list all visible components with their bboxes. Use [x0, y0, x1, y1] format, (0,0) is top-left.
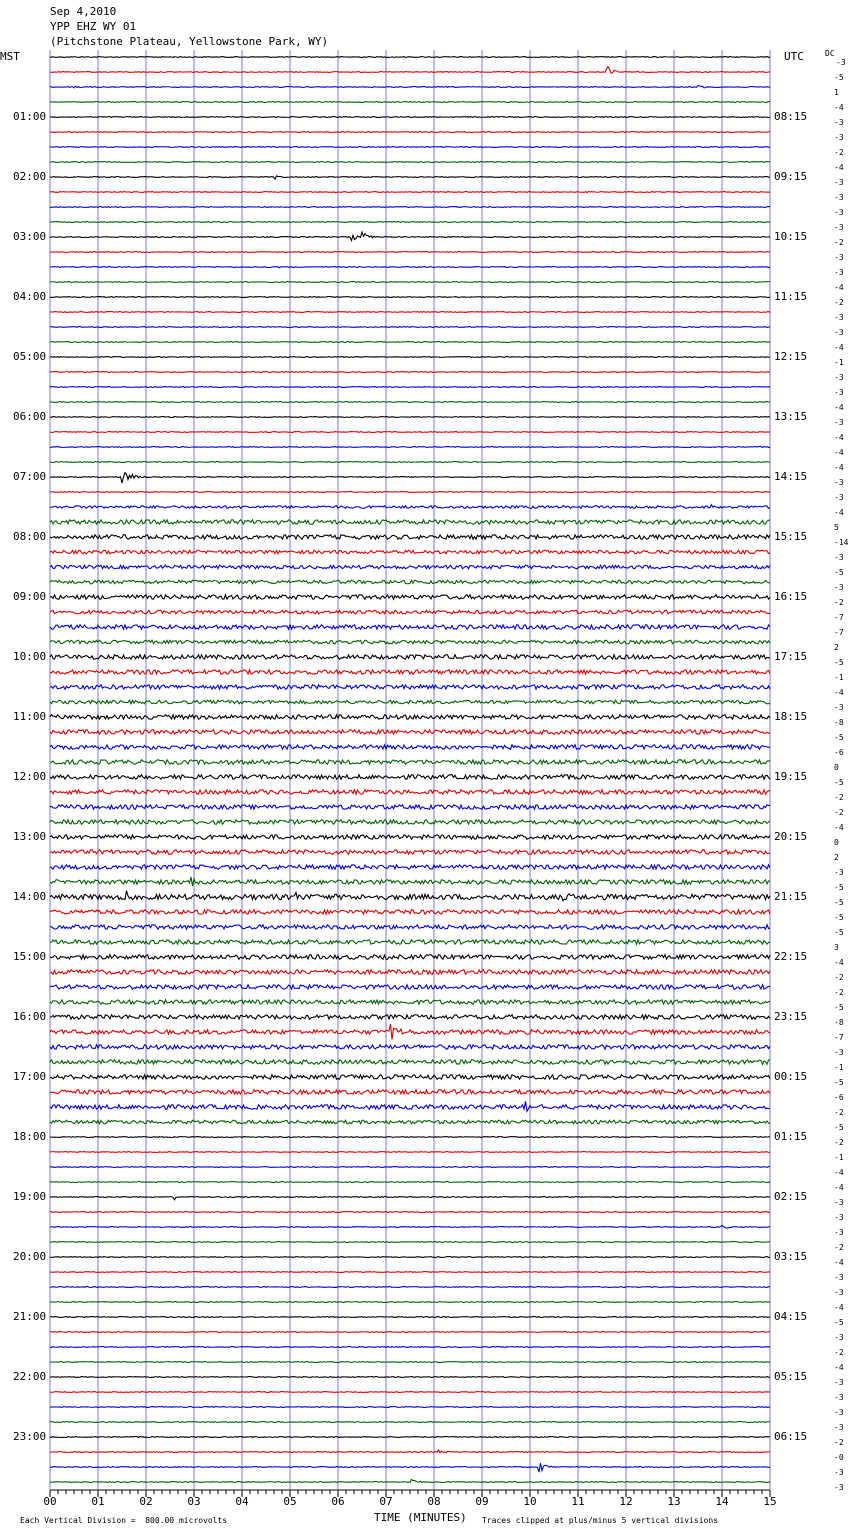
trace-88 [50, 1377, 770, 1378]
dc-offset-label: -2 [834, 298, 844, 307]
trace-19 [50, 342, 770, 343]
trace-93 [50, 1450, 770, 1453]
dc-offset-label: -3 [834, 1423, 844, 1432]
mst-hour-label: 06:00 [13, 410, 47, 423]
mst-hour-label: 14:00 [13, 890, 47, 903]
utc-hour-label: 19:15 [774, 770, 808, 783]
dc-offset-label: -2 [834, 1138, 844, 1147]
utc-hour-label: 03:15 [774, 1250, 808, 1263]
x-tick-label: 08 [427, 1495, 441, 1508]
trace-3 [50, 102, 770, 103]
dc-offset-label: -5 [834, 733, 844, 742]
trace-77 [50, 1212, 770, 1213]
x-tick-label: 15 [763, 1495, 777, 1508]
mst-hour-label: 03:00 [13, 230, 47, 243]
dc-offset-label: -4 [834, 1363, 844, 1372]
minute-gridlines [50, 50, 770, 1489]
trace-47 [50, 760, 770, 764]
mst-hour-label: 15:00 [13, 950, 47, 963]
dc-offset-label: -5 [834, 1318, 844, 1327]
dc-offset-label: -5 [834, 568, 844, 577]
utc-hour-label: 22:15 [774, 950, 808, 963]
utc-hour-label: 06:15 [774, 1430, 808, 1443]
mst-hour-label: 05:00 [13, 350, 47, 363]
scale-note: Each Vertical Division = 800.00 microvolts [20, 1516, 228, 1525]
dc-offset-label: -5 [834, 898, 844, 907]
dc-offset-label: -3 [834, 133, 844, 142]
utc-hour-label: 16:15 [774, 590, 808, 603]
mst-hour-label: 13:00 [13, 830, 47, 843]
utc-hour-label: 13:15 [774, 410, 808, 423]
utc-hour-label: 14:15 [774, 470, 808, 483]
dc-offset-label: 2 [834, 853, 839, 862]
dc-offset-label: -4 [834, 823, 844, 832]
dc-offset-label: -3 [834, 1228, 844, 1237]
dc-offset-label: -1 [834, 1063, 844, 1072]
mst-hour-label: 19:00 [13, 1190, 47, 1203]
dc-offset-label: -3 [834, 493, 844, 502]
trace-38 [50, 625, 770, 630]
x-tick-label: 03 [187, 1495, 201, 1508]
trace-34 [50, 565, 770, 569]
dc-offset-label: -3 [834, 418, 844, 427]
trace-28 [50, 473, 770, 483]
utc-hour-label: 23:15 [774, 1010, 808, 1023]
trace-17 [50, 312, 770, 313]
time-axis [43, 1490, 776, 1508]
dc-offset-label: -1 [834, 1153, 844, 1162]
dc-offset-label: -3 [834, 328, 844, 337]
trace-40 [50, 655, 770, 659]
dc-offset-label: -5 [834, 1003, 844, 1012]
dc-offset-label: -3 [836, 58, 846, 67]
trace-79 [50, 1242, 770, 1243]
dc-offset-label: -6 [834, 1093, 844, 1102]
trace-11 [50, 222, 770, 223]
trace-2 [50, 86, 770, 88]
trace-50 [50, 805, 770, 809]
dc-offset-label: -3 [834, 868, 844, 877]
dc-offset-label: -5 [834, 913, 844, 922]
trace-75 [50, 1182, 770, 1183]
dc-offset-label: 3 [834, 943, 839, 952]
dc-offset-label: -5 [834, 73, 844, 82]
dc-offset-label: -3 [834, 118, 844, 127]
mst-hour-label: 20:00 [13, 1250, 47, 1263]
trace-13 [50, 252, 770, 253]
utc-hour-label: 21:15 [774, 890, 808, 903]
trace-90 [50, 1407, 770, 1408]
x-tick-label: 09 [475, 1495, 489, 1508]
trace-67 [50, 1060, 770, 1064]
dc-offset-label: -4 [834, 403, 844, 412]
trace-53 [50, 850, 770, 854]
dc-offset-label: -7 [834, 628, 844, 637]
trace-22 [50, 387, 770, 388]
mst-hour-label: 12:00 [13, 770, 47, 783]
dc-offset-label: -2 [834, 808, 844, 817]
dc-offset-label: -8 [834, 718, 844, 727]
dc-offset-label: -4 [834, 1303, 844, 1312]
trace-18 [50, 327, 770, 328]
x-tick-label: 06 [331, 1495, 345, 1508]
dc-offset-label: -4 [834, 463, 844, 472]
x-tick-label: 04 [235, 1495, 249, 1508]
dc-offset-label: -4 [834, 343, 844, 352]
dc-offset-label: 0 [834, 838, 839, 847]
trace-65 [50, 1024, 770, 1039]
seismic-traces [50, 57, 770, 1483]
dc-offset-label: -2 [834, 148, 844, 157]
trace-23 [50, 402, 770, 403]
trace-24 [50, 417, 770, 418]
dc-offset-label: -4 [834, 1258, 844, 1267]
trace-10 [50, 207, 770, 208]
dc-offset-label: -3 [834, 1288, 844, 1297]
dc-offset-label: -7 [834, 613, 844, 622]
dc-offset-label: -4 [834, 508, 844, 517]
trace-42 [50, 685, 770, 689]
trace-69 [50, 1090, 770, 1094]
trace-51 [50, 820, 770, 824]
utc-hour-label: 17:15 [774, 650, 808, 663]
trace-39 [50, 640, 770, 644]
mst-hour-label: 07:00 [13, 470, 47, 483]
trace-68 [50, 1075, 770, 1079]
trace-85 [50, 1332, 770, 1333]
dc-offset-label: -5 [834, 928, 844, 937]
x-axis-title: TIME (MINUTES) [374, 1511, 467, 1524]
dc-offset-label: -2 [834, 1108, 844, 1117]
dc-offset-label: -3 [834, 268, 844, 277]
trace-71 [50, 1120, 770, 1124]
dc-offset-label: -14 [834, 538, 849, 547]
dc-offset-label: -3 [834, 1468, 844, 1477]
utc-hour-label: 05:15 [774, 1370, 808, 1383]
dc-axis-title: DC [825, 49, 835, 58]
trace-76 [50, 1197, 770, 1200]
trace-57 [50, 910, 770, 914]
mst-hour-label: 23:00 [13, 1430, 47, 1443]
dc-offset-label: -6 [834, 748, 844, 757]
trace-45 [50, 730, 770, 734]
dc-offset-label: -2 [834, 1348, 844, 1357]
trace-15 [50, 282, 770, 283]
trace-82 [50, 1287, 770, 1288]
dc-offset-label: -4 [834, 163, 844, 172]
mst-hour-label: 02:00 [13, 170, 47, 183]
utc-hour-label: 09:15 [774, 170, 808, 183]
utc-hour-label: 12:15 [774, 350, 808, 363]
dc-offset-label: -3 [834, 313, 844, 322]
trace-8 [50, 176, 770, 179]
trace-49 [50, 790, 770, 794]
dc-offset-label: 1 [834, 88, 839, 97]
trace-86 [50, 1347, 770, 1348]
x-tick-label: 02 [139, 1495, 153, 1508]
dc-offset-label: -7 [834, 1033, 844, 1042]
trace-74 [50, 1167, 770, 1168]
dc-offset-label: -3 [834, 223, 844, 232]
trace-37 [50, 610, 770, 614]
trace-70 [50, 1101, 770, 1111]
dc-offset-label: -3 [834, 1333, 844, 1342]
trace-94 [50, 1463, 770, 1472]
dc-offset-label: -3 [834, 388, 844, 397]
dc-offset-label: -5 [834, 1123, 844, 1132]
trace-14 [50, 267, 770, 268]
trace-0 [50, 57, 770, 58]
dc-offset-label: -2 [834, 793, 844, 802]
trace-20 [50, 357, 770, 358]
dc-offset-label: 0 [834, 763, 839, 772]
dc-offset-label: -1 [834, 358, 844, 367]
trace-73 [50, 1152, 770, 1153]
trace-83 [50, 1302, 770, 1303]
utc-axis-title: UTC [784, 50, 804, 63]
mst-hour-label: 17:00 [13, 1070, 47, 1083]
utc-hour-label: 10:15 [774, 230, 808, 243]
dc-offset-label: -4 [834, 1168, 844, 1177]
trace-95 [50, 1479, 770, 1482]
trace-29 [50, 492, 770, 493]
trace-84 [50, 1317, 770, 1318]
trace-41 [50, 670, 770, 674]
trace-60 [50, 955, 770, 960]
dc-offset-label: -3 [834, 1213, 844, 1222]
trace-12 [50, 232, 770, 240]
dc-offset-label: -3 [834, 1273, 844, 1282]
x-tick-label: 01 [91, 1495, 105, 1508]
utc-hour-label: 04:15 [774, 1310, 808, 1323]
trace-25 [50, 432, 770, 433]
trace-64 [50, 1015, 770, 1019]
dc-offset-label: -5 [834, 658, 844, 667]
trace-6 [50, 147, 770, 148]
dc-offset-label: -3 [834, 1408, 844, 1417]
dc-offset-label: -8 [834, 1018, 844, 1027]
x-tick-label: 10 [523, 1495, 537, 1508]
x-tick-label: 12 [619, 1495, 633, 1508]
trace-32 [50, 535, 770, 540]
utc-hour-label: 20:15 [774, 830, 808, 843]
trace-61 [50, 970, 770, 975]
dc-offset-label: -4 [834, 448, 844, 457]
trace-43 [50, 700, 770, 704]
trace-92 [50, 1437, 770, 1438]
trace-5 [50, 132, 770, 133]
dc-offset-label: -3 [834, 1483, 844, 1492]
dc-offset-label: -3 [834, 1378, 844, 1387]
mst-hour-label: 01:00 [13, 110, 47, 123]
dc-offset-label: -2 [834, 1243, 844, 1252]
x-tick-label: 00 [43, 1495, 57, 1508]
dc-offset-label: 5 [834, 523, 839, 532]
header-station: YPP EHZ WY 01 [50, 20, 137, 33]
trace-21 [50, 372, 770, 373]
mst-hour-label: 10:00 [13, 650, 47, 663]
x-tick-label: 05 [283, 1495, 297, 1508]
trace-66 [50, 1045, 770, 1049]
trace-7 [50, 162, 770, 163]
trace-81 [50, 1272, 770, 1273]
dc-offset-label: -3 [834, 193, 844, 202]
dc-offset-label: 2 [834, 643, 839, 652]
utc-hour-label: 00:15 [774, 1070, 808, 1083]
utc-hour-label: 01:15 [774, 1130, 808, 1143]
mst-hour-label: 16:00 [13, 1010, 47, 1023]
dc-offset-label: -3 [834, 1393, 844, 1402]
trace-56 [50, 891, 770, 901]
x-tick-label: 07 [379, 1495, 393, 1508]
dc-offset-label: -2 [834, 988, 844, 997]
trace-54 [50, 865, 770, 870]
trace-35 [50, 580, 770, 584]
dc-offset-label: -3 [834, 373, 844, 382]
utc-hour-label: 02:15 [774, 1190, 808, 1203]
dc-offset-label: -0 [834, 1453, 844, 1462]
dc-offset-label: -2 [834, 238, 844, 247]
trace-36 [50, 595, 770, 599]
utc-hour-label: 18:15 [774, 710, 808, 723]
trace-26 [50, 447, 770, 448]
trace-46 [50, 745, 770, 749]
dc-offset-label: -5 [834, 883, 844, 892]
trace-55 [50, 877, 770, 886]
trace-80 [50, 1257, 770, 1258]
trace-52 [50, 835, 770, 839]
utc-hour-label: 08:15 [774, 110, 808, 123]
dc-offset-label: -2 [834, 598, 844, 607]
dc-offset-label: -4 [834, 958, 844, 967]
mst-hour-label: 18:00 [13, 1130, 47, 1143]
utc-hour-label: 11:15 [774, 290, 808, 303]
trace-27 [50, 462, 770, 463]
header-location: (Pitchstone Plateau, Yellowstone Park, WY) [50, 35, 329, 48]
utc-hour-label: 15:15 [774, 530, 808, 543]
dc-offset-label: -3 [834, 208, 844, 217]
dc-offset-label: -3 [834, 253, 844, 262]
mst-hour-label: 04:00 [13, 290, 47, 303]
dc-offset-label: -2 [834, 973, 844, 982]
trace-78 [50, 1225, 770, 1228]
x-tick-label: 13 [667, 1495, 681, 1508]
trace-33 [50, 550, 770, 554]
trace-31 [50, 520, 770, 524]
trace-63 [50, 1000, 770, 1004]
trace-62 [50, 985, 770, 989]
dc-offset-label: -3 [834, 553, 844, 562]
header-date: Sep 4,2010 [50, 5, 117, 18]
trace-59 [50, 940, 770, 944]
dc-offset-label: -4 [834, 1183, 844, 1192]
trace-91 [50, 1422, 770, 1423]
x-tick-label: 14 [715, 1495, 729, 1508]
trace-72 [50, 1137, 770, 1138]
dc-offset-label: -4 [834, 433, 844, 442]
trace-89 [50, 1392, 770, 1393]
trace-16 [50, 297, 770, 298]
dc-offset-label: -3 [834, 1198, 844, 1207]
dc-offset-label: -3 [834, 583, 844, 592]
mst-hour-label: 11:00 [13, 710, 47, 723]
dc-offset-label: -2 [834, 1438, 844, 1447]
dc-offset-label: -5 [834, 1078, 844, 1087]
trace-9 [50, 192, 770, 193]
mst-hour-label: 22:00 [13, 1370, 47, 1383]
trace-87 [50, 1362, 770, 1363]
x-tick-label: 11 [571, 1495, 585, 1508]
clip-note: Traces clipped at plus/minus 5 vertical divisions [482, 1516, 719, 1525]
trace-48 [50, 775, 770, 780]
dc-offset-label: -4 [834, 688, 844, 697]
trace-44 [50, 715, 770, 719]
dc-offset-label: -3 [834, 1048, 844, 1057]
dc-offset-label: -4 [834, 283, 844, 292]
dc-offset-label: -4 [834, 103, 844, 112]
trace-30 [50, 505, 770, 509]
dc-offset-label: -3 [834, 178, 844, 187]
mst-axis-title: MST [0, 50, 20, 63]
mst-hour-label: 21:00 [13, 1310, 47, 1323]
dc-offset-label: -1 [834, 673, 844, 682]
trace-58 [50, 925, 770, 929]
dc-offset-label: -3 [834, 703, 844, 712]
dc-offset-label: -3 [834, 478, 844, 487]
mst-hour-label: 09:00 [13, 590, 47, 603]
dc-offset-label: -5 [834, 778, 844, 787]
trace-4 [50, 117, 770, 118]
mst-hour-label: 08:00 [13, 530, 47, 543]
trace-1 [50, 67, 770, 74]
